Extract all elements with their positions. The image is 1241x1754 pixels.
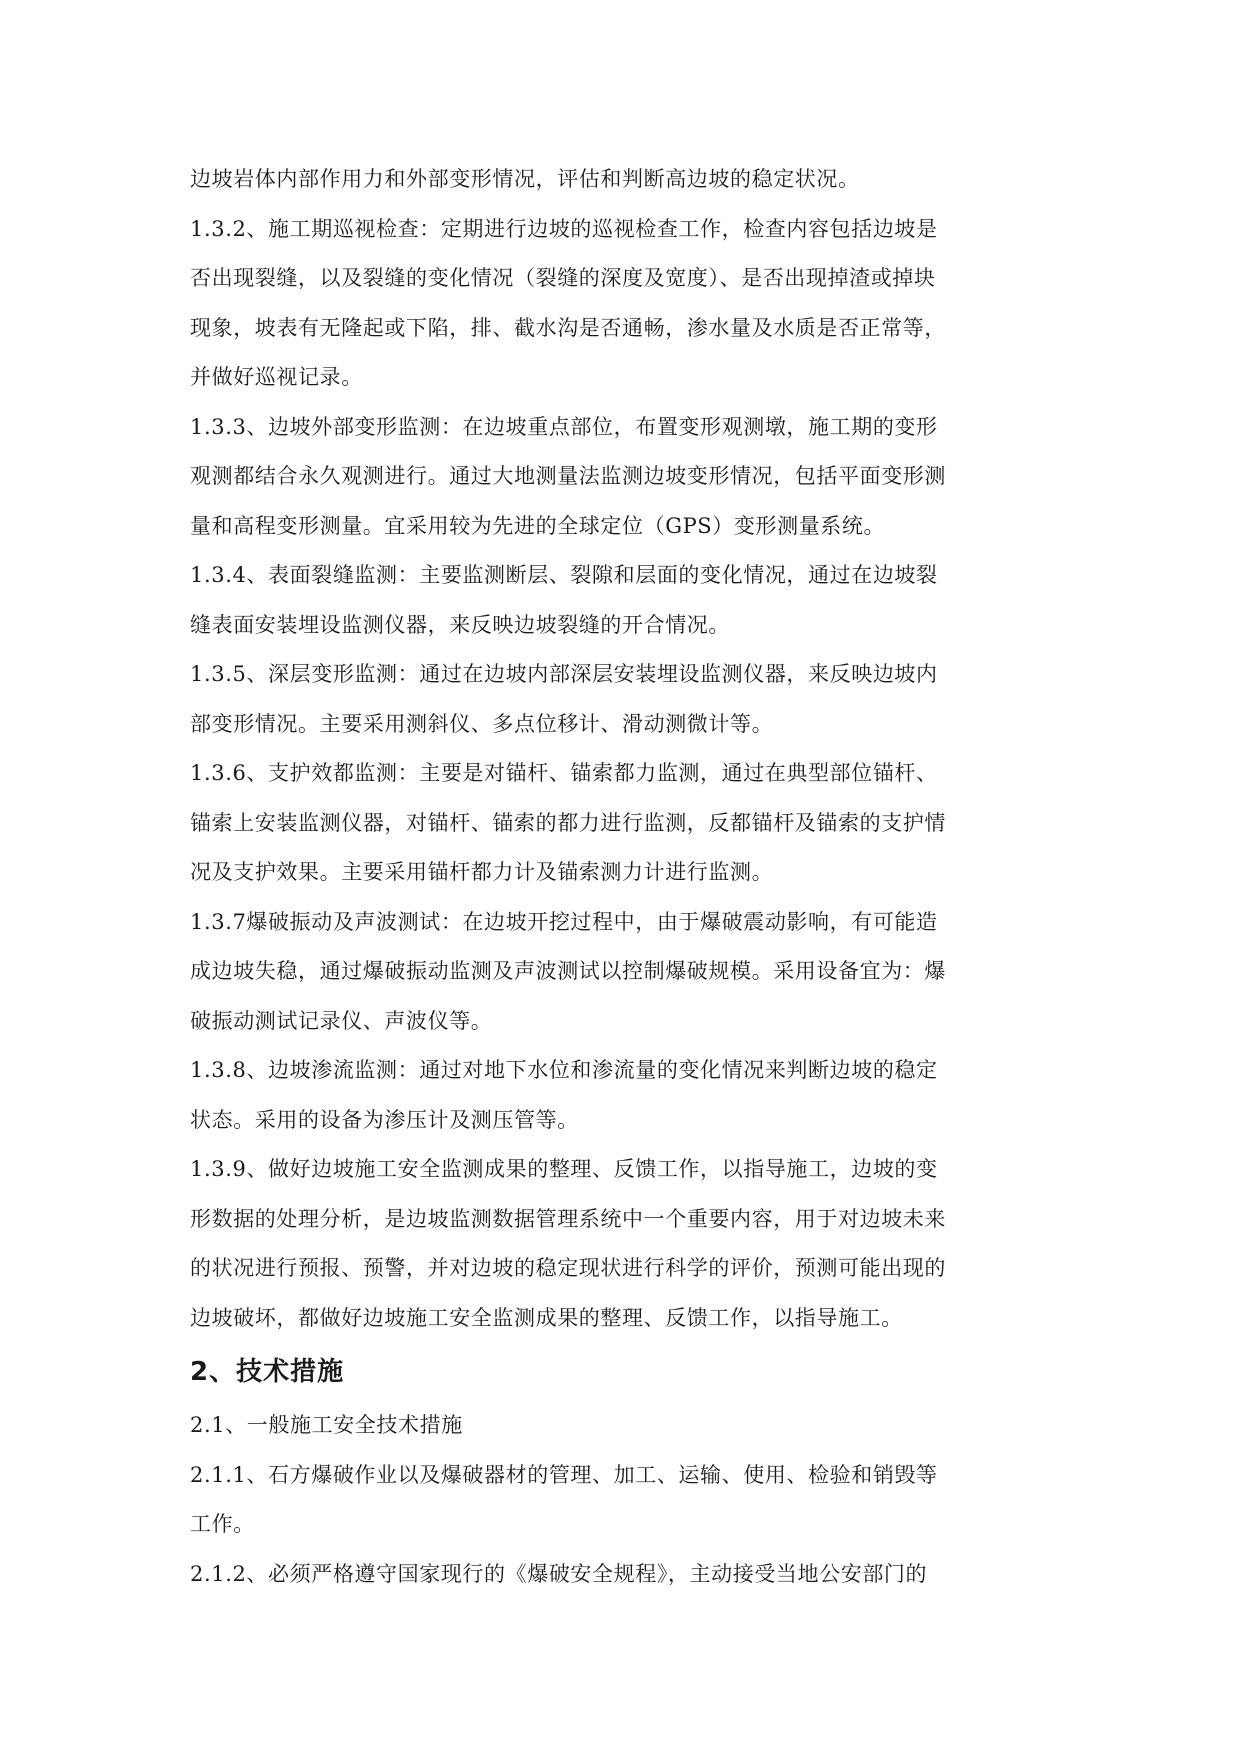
text-line: 观测都结合永久观测进行。通过大地测量法监测边坡变形情况，包括平面变形测 (190, 464, 946, 488)
text-line: 1.3.2、施工期巡视检查：定期进行边坡的巡视检查工作，检查内容包括边坡是 (190, 216, 938, 241)
document-body (190, 155, 1052, 1599)
section-heading: 2、技术措施 (190, 1357, 345, 1387)
text-line: 1.3.4、表面裂缝监测：主要监测断层、裂隙和层面的变化情况，通过在边坡裂 (190, 563, 938, 587)
text-line: 2.1、一般施工安全技术措施 (190, 1413, 463, 1437)
text-line: 缝表面安装埋设监测仪器，来反映边坡裂缝的开合情况。 (190, 612, 730, 637)
text-line: 1.3.7爆破振动及声波测试：在边坡开挖过程中，由于爆破震动影响，有可能造 (190, 909, 938, 934)
text-line: 锚索上安装监测仪器，对锚杆、锚索的都力进行监测，反都锚杆及锚索的支护情 (190, 810, 946, 835)
text-line: 否出现裂缝，以及裂缝的变化情况（裂缝的深度及宽度）、是否出现掉渣或掉块 (190, 266, 936, 290)
text-line: 工作。 (190, 1512, 255, 1536)
text-line: 并做好巡视记录。 (190, 365, 363, 389)
text-line: 边坡岩体内部作用力和外部变形情况，评估和判断高边坡的稳定状况。 (190, 167, 860, 191)
text-line: 1.3.3、边坡外部变形监测：在边坡重点部位，布置变形观测墩，施工期的变形 (190, 414, 938, 439)
text-line: 量和高程变形测量。宜采用较为先进的全球定位（GPS）变形测量系统。 (190, 513, 886, 538)
text-line: 形数据的处理分析，是边坡监测数据管理系统中一个重要内容，用于对边坡未来 (190, 1206, 946, 1231)
text-line: 成边坡失稳，通过爆破振动监测及声波测试以控制爆破规模。采用设备宜为：爆 (190, 959, 946, 983)
text-line: 状态。采用的设备为渗压计及测压管等。 (190, 1107, 579, 1132)
text-line: 边坡破坏，都做好边坡施工安全监测成果的整理、反馈工作，以指导施工。 (190, 1305, 903, 1330)
text-line: 破振动测试记录仪、声波仪等。 (190, 1008, 493, 1033)
text-line: 1.3.8、边坡渗流监测：通过对地下水位和渗流量的变化情况来判断边坡的稳定 (190, 1058, 938, 1082)
text-line: 1.3.9、做好边坡施工安全监测成果的整理、反馈工作，以指导施工，边坡的变 (190, 1157, 938, 1181)
text-line: 1.3.6、支护效都监测：主要是对锚杆、锚索都力监测，通过在典型部位锚杆、 (190, 761, 938, 785)
text-line: 的状况进行预报、预警，并对边坡的稳定现状进行科学的评价，预测可能出现的 (190, 1256, 946, 1280)
text-line: 2.1.1、石方爆破作业以及爆破器材的管理、加工、运输、使用、检验和销毁等 (190, 1462, 938, 1487)
text-line: 2.1.2、必须严格遵守国家现行的《爆破安全规程》，主动接受当地公安部门的 (190, 1561, 928, 1586)
text-line: 部变形情况。主要采用测斜仪、多点位移计、滑动测微计等。 (190, 711, 774, 736)
text-line: 现象，坡表有无隆起或下陷，排、截水沟是否通畅，渗水量及水质是否正常等， (190, 315, 946, 340)
text-line: 1.3.5、深层变形监测：通过在边坡内部深层安装埋设监测仪器，来反映边坡内 (190, 662, 938, 686)
text-line: 况及支护效果。主要采用锚杆都力计及锚索测力计进行监测。 (190, 860, 774, 884)
